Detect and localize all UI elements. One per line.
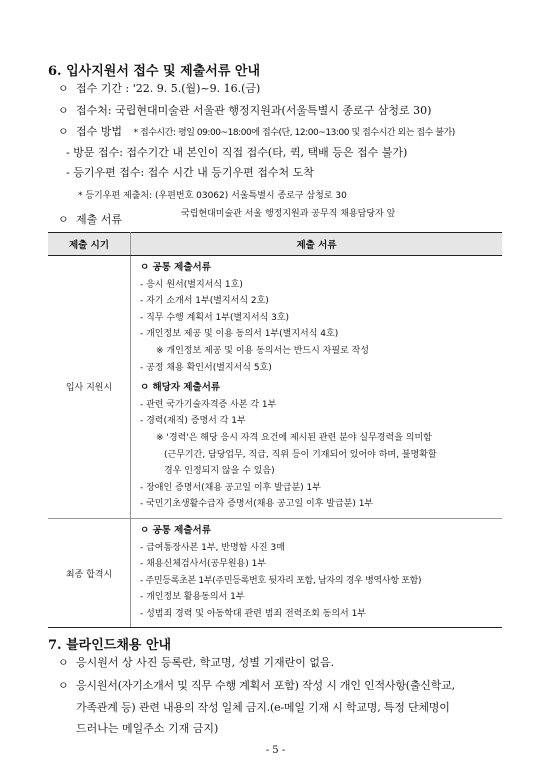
- bullet-icon: ㅇ: [58, 104, 69, 117]
- method-text: 접수 방법: [76, 125, 123, 138]
- place-line: [58, 104, 431, 118]
- method-note: * 접수시간: 평일 09:00~18:00에 접수(단, 12:00~13:00 및 접수시간 외는 접수 불가): [133, 128, 455, 138]
- list-item: - 개인정보 제공 및 이용 동의서 1부(별지서식 4호): [140, 329, 339, 340]
- blind-item-2-cont: 가족관계 등) 관련 내용의 작성 일체 금지.(e-메일 기재 시 학교명, 특정 단체명이: [76, 701, 450, 714]
- mail-note-2: 국립현대미술관 서울 행정지원과 공무직 채용담당자 앞: [181, 209, 396, 219]
- list-item: - 자기 소개서 1부(별지서식 2호): [140, 296, 269, 307]
- bullet-icon: ㅇ: [58, 213, 69, 226]
- list-item: - 급여통장사본 1부, 반명함 사진 3매: [140, 542, 285, 553]
- bullet-icon: ㅇ: [58, 656, 69, 669]
- box-bullet-icon: ㅇ: [140, 262, 150, 273]
- list-note: ※ 개인정보 제공 및 이용 동의서는 반드시 자필로 작성: [156, 345, 370, 356]
- period-line: [58, 82, 260, 96]
- list-item: - 개인정보 활용동의서 1부: [140, 592, 245, 603]
- box-bullet-icon: ㅇ: [140, 524, 150, 536]
- table-row: [48, 518, 502, 628]
- box-bullet-icon: ㅇ: [140, 382, 150, 394]
- visit-line: - 방문 접수: 접수기간 내 본인이 직접 접수(타, 퀵, 택배 등은 접수 불가): [66, 146, 408, 159]
- list-item: - 국민기초생활수급자 증명서(채용 공고일 이후 발급분) 1부: [140, 499, 374, 510]
- docs-label-line: [58, 213, 122, 227]
- page-number: - 5 -: [265, 745, 286, 756]
- row-docs-apply: [131, 256, 503, 519]
- header-docs: 제출 서류: [131, 233, 503, 256]
- table-header-row: [48, 233, 502, 256]
- list-item: - 주민등록초본 1부(주민등록번호 뒷자리 포함, 남자의 경우 병역사항 포함): [140, 575, 422, 586]
- table-row: [48, 256, 502, 519]
- row-time-apply: 입사 지원시: [48, 256, 131, 519]
- blind-item-2: ㅇ 응시원서(자기소개서 및 직무 수행 계획서 포함) 작성 시 개인 인적사항(출신학교,: [58, 679, 455, 692]
- period-text: 접수 기간 : '22. 9. 5.(월)~9. 16.(금): [76, 82, 261, 95]
- common-docs-title: ㅇ 공통 제출서류: [140, 524, 211, 536]
- place-text: 접수처: 국립현대미술관 서울관 행정지원과(서울특별시 종로구 삼청로 30): [76, 104, 432, 117]
- header-time: 제출 시기: [48, 233, 131, 256]
- common-docs-title: ㅇ 공통 제출서류: [140, 262, 211, 273]
- method-line: [58, 125, 455, 140]
- documents-table: [48, 232, 502, 628]
- bullet-icon: ㅇ: [58, 82, 69, 95]
- row-time-final: 최종 합격시: [48, 518, 131, 628]
- list-item: - 장애인 증명서(채용 공고일 이후 발급분) 1부: [140, 482, 321, 493]
- list-item: - 공정 채용 확인서(별지서식 5호): [140, 362, 272, 373]
- blind-item-2-cont: 드러나는 메일주소 기재 금지): [76, 722, 219, 735]
- list-item: - 경력(재직) 증명서 각 1부: [140, 416, 246, 427]
- section7-title: 7. 블라인드채용 안내: [48, 638, 172, 653]
- list-note: 경우 인정되지 않을 수 있음): [164, 466, 275, 477]
- section6-title: 6. 입사지원서 접수 및 제출서류 안내: [48, 64, 261, 79]
- extra-docs-title: ㅇ 해당자 제출서류: [140, 382, 221, 394]
- blind-item-1: ㅇ 응시원서 상 사진 등록란, 학교명, 성별 기재란이 없음.: [58, 656, 335, 669]
- docs-label: 제출 서류: [76, 213, 123, 226]
- mail-note-1: * 등기우편 제출처: (우편번호 03062) 서울특별시 종로구 삼청로 30: [78, 191, 347, 201]
- list-item: - 채용신체검사서(공무원용) 1부: [140, 559, 267, 570]
- list-item: - 관련 국가기술자격증 사본 각 1부: [140, 399, 277, 410]
- list-item: - 직무 수행 계획서 1부(별지서식 3호): [140, 312, 290, 323]
- list-note: ※ '경력'은 해당 응시 자격 요건에 제시된 관련 분야 실무경력을 의미함: [156, 432, 432, 443]
- row-docs-final: [131, 518, 503, 628]
- list-item: - 응시 원서(별지서식 1호): [140, 279, 243, 290]
- list-note: (근무기간, 담당업무, 직급, 직위 등이 기재되어 있어야 하며, 불명확할: [164, 449, 437, 460]
- mail-line: - 등기우편 접수: 접수 시간 내 등기우편 접수처 도착: [66, 166, 314, 179]
- list-item: - 성범죄 경력 및 아동학대 관련 범죄 전력조회 동의서 1부: [140, 608, 366, 619]
- bullet-icon: ㅇ: [58, 679, 69, 692]
- bullet-icon: ㅇ: [58, 125, 69, 138]
